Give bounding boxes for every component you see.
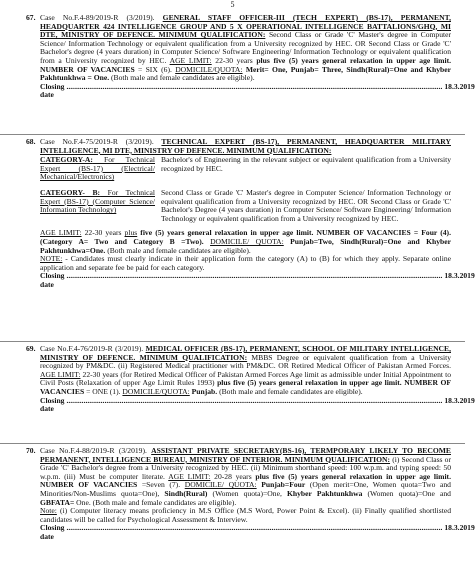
text-run: Second Class or Grade 'C' Master's degree in Computer Science/ Information Technology or equivalent qualification from a University recognized by HEC. OR Second Class or Grade 'C' Bachelor's degree (4 years duration) in Computer Science/ Software Engineering/ Information Technology or equivalent qualification from a University recognized by HEC. bbox=[40, 30, 452, 65]
closing-date-row bbox=[40, 523, 475, 541]
text-run: MBBS Degree or equivalent qualification from a University recognized by PM&DC. (ii) Registered Medical practitioner with PM&DC. OR Retired Medical Officer of Pakistan Armed Forces. bbox=[40, 352, 451, 371]
text-run: plus bbox=[124, 228, 138, 238]
text-run: Case No.F.4-89/2019-R (3/2019). bbox=[40, 13, 163, 22]
text-run: Punjab=Four bbox=[261, 480, 306, 490]
category-b bbox=[40, 189, 451, 223]
text-run: 22-30 years (for Retired Medical Officer of Pakistan Armed Forces Age limit as admissible under Initial Appointment to Civil Posts (Relaxation of upper Age Limit Rules 1993) bbox=[40, 369, 451, 388]
text-run: 22-30 years bbox=[211, 55, 257, 65]
text-run: Merit= One, Punjab= Three, Sindh(Rural)=One and Khyber Pakhtunkhwa = One. bbox=[40, 64, 451, 83]
text-run: Khyber Pakhtunkhwa bbox=[286, 488, 363, 498]
case-70 bbox=[26, 446, 475, 542]
text-run: Case No.F.4-76/2019-R (3/2019). bbox=[40, 344, 146, 353]
closing-date-label: Closing date bbox=[40, 81, 65, 100]
case-text bbox=[40, 345, 451, 397]
dot-leader: ...................................................................................................................................................................................................... bbox=[66, 395, 443, 405]
closing-date-row bbox=[40, 81, 475, 100]
category-name: CATEGORY-A: bbox=[40, 155, 93, 165]
category-qualification: Second Class or Grade 'C' Master's degree in Computer Science/ Information Technology or equivalent qualification from a University recognized by HEC. OR Second Class or Grade 'C' Bachelor's Degree (4 years duration) in Computer Science/ Software Engineering/ Information Technology or equivalent qualification from a University recognized by HEC. bbox=[161, 187, 451, 223]
case-number: 68. bbox=[26, 137, 36, 146]
text-run: (Women quota)=One, bbox=[207, 488, 287, 498]
text-run: (i) Second Class or Grade 'C' Bachelor's degree from a University recognized by HEC. (ii) Minimum shorthand speed: 100 w.p.m. and typing speed: 50 w.p.m. (iii) Must be computer literate. bbox=[40, 454, 451, 481]
dot-leader: ...................................................................................................................................................................................................... bbox=[66, 81, 443, 91]
closing-date-value: 18.3.2019 bbox=[444, 271, 475, 281]
text-run: MEDICAL OFFICER (BS-17), PERMANENT, SCHOOL OF MILITARY INTELLIGENCE, MINISTRY OF DEFENCE. MINIMUM QUALIFICATION: bbox=[40, 344, 451, 362]
text-run: 20-28 years bbox=[210, 471, 256, 481]
text-run: DOMICILE/ QUOTA: bbox=[184, 480, 257, 490]
text-run: AGE LIMIT: bbox=[40, 228, 82, 238]
text-run: GENERAL STAFF OFFICER-III (TECH EXPERT) (BS-17), PERMANENT, HEADQUARTER 424 INTELLIGENCE GROUP AND 5 X OPERATIONAL INTELLIGENCE BATTALIONS/GHQ, MI DTE, MINISTRY OF DEFENCE. MINIMUM QUALIFICATION: bbox=[40, 13, 451, 40]
page-number: 5 bbox=[230, 0, 235, 9]
closing-date-value: 18.3.2019 bbox=[444, 395, 475, 405]
note-text bbox=[40, 507, 451, 524]
text-run: DOMICILE/QUOTA: bbox=[175, 64, 243, 74]
text-run: Punjab. bbox=[191, 386, 218, 396]
text-run: (Open merit=One, Women quota=Two and Minorities/Non-Muslims quota=One), bbox=[40, 480, 451, 498]
closing-date-row bbox=[40, 395, 475, 414]
category-desc: For Technical Expert (BS-17) (Electrical/ Mechanical/Electronics) bbox=[40, 155, 155, 182]
text-run: TECHNICAL EXPERT (BS-17), PERMANENT, HEADQUARTER MILITARY INTELLIGENCE, MI DTE, MINISTRY OF DEFENCE. MINIMUM QUALIFICATION: bbox=[40, 137, 451, 155]
text-run: plus five (5) years general relaxation in upper age limit. NUMBER OF VACANCIES bbox=[40, 55, 451, 74]
case-67 bbox=[26, 13, 475, 100]
age-limit-text bbox=[40, 229, 451, 255]
text-run: AGE LIMIT: bbox=[169, 55, 212, 65]
text-run: AGE LIMIT: bbox=[40, 369, 81, 379]
closing-date-row bbox=[40, 271, 475, 289]
text-run: NOTE: bbox=[40, 254, 63, 264]
text-run: five (5) years general relaxation in upper age limit. NUMBER OF VACANCIES = Four (4). (Category A= Two and Category B =Two). bbox=[40, 228, 451, 246]
closing-date-value: 18.3.2019 bbox=[444, 81, 475, 91]
text-run: (Both male and female candidates are eligible). bbox=[217, 386, 363, 396]
text-run: (Women quota)=One and bbox=[362, 488, 451, 498]
text-run: plus five (5) years general relaxation in upper age limit. NUMBER OF VACANCIES bbox=[40, 378, 452, 396]
text-run: Note: bbox=[40, 506, 57, 516]
text-run: Case No.F.4-75/2019-R (3/2019). bbox=[40, 137, 162, 146]
divider bbox=[0, 443, 465, 444]
category-a bbox=[40, 156, 451, 182]
case-text bbox=[40, 447, 451, 507]
closing-date-label: Closing date bbox=[40, 395, 65, 414]
text-run: = ONE (1). bbox=[84, 386, 123, 396]
text-run: AGE LIMIT: bbox=[168, 471, 211, 481]
closing-date-value: 18.3.2019 bbox=[444, 523, 475, 533]
text-run: Case No.F.4-88/2019-R (3/2019). bbox=[40, 446, 152, 455]
case-number: 67. bbox=[26, 13, 36, 22]
category-name: CATEGORY- B: bbox=[40, 187, 101, 197]
text-run: (i) Computer literacy means proficiency in M.S Office (M.S Word, Power Point & Excel). (ii) Finally qualified shortlisted candidates will be called for Psychological Assessment & Interview. bbox=[40, 506, 451, 524]
text-run: =Seven (7). bbox=[137, 480, 185, 490]
case-text bbox=[40, 14, 451, 83]
text-run: (Both male and female candidates are eligible). bbox=[105, 245, 251, 255]
text-run: GBFATA= bbox=[40, 497, 75, 507]
case-68 bbox=[26, 137, 475, 290]
category-qualification: Bachelor's of Engineering in the relevant subject or equivalent qualification from a University recognized by HEC. bbox=[161, 155, 451, 173]
text-run: DOMICILE/ QUOTA: bbox=[210, 236, 284, 246]
text-run: DOMICILE/QUOTA: bbox=[122, 386, 190, 396]
dot-leader: ...................................................................................................................................................................................................... bbox=[66, 271, 443, 281]
case-number: 69. bbox=[26, 344, 36, 353]
dot-leader: ...................................................................................................................................................................................................... bbox=[66, 523, 443, 533]
text-run: Punjab=Two, Sindh(Rural)=One and Khyber Pakhtunkhwa=One. bbox=[40, 236, 451, 255]
text-run: plus five (5) years general relaxation in upper age limit. NUMBER OF VACANCIES bbox=[40, 471, 451, 490]
divider bbox=[0, 134, 465, 135]
text-run: (Both male and female candidates are eligible). bbox=[109, 73, 255, 83]
text-run: 22-30 years bbox=[81, 228, 125, 238]
closing-date-label: Closing date bbox=[40, 523, 65, 541]
case-69 bbox=[26, 344, 475, 414]
case-number: 70. bbox=[26, 446, 36, 455]
text-run: - Candidates must clearly indicate in their application form the category (A) to (B) for which they apply. Separate online application and separate fee be paid for each category. bbox=[40, 254, 451, 272]
text-run: One. (Both male and female candidates are eligible). bbox=[74, 497, 237, 507]
note-text bbox=[40, 255, 451, 272]
closing-date-label: Closing date bbox=[40, 271, 65, 289]
case-text bbox=[40, 138, 451, 155]
category-desc: For Technical Expert (BS-17) (Computer Science/ Information Technology) bbox=[40, 187, 155, 215]
text-run: ASSISTANT PRIVATE SECRETARY(BS-16), TERMPORARY LIKELY TO BECOME PERMANENT, INTELLIGENCE BUREAU, MINISTRY OF INTERIOR. MINIMUM QUALIFICATION: bbox=[40, 446, 451, 464]
text-run: = SIX (6). bbox=[134, 64, 176, 74]
text-run: Sindh(Rural) bbox=[164, 488, 208, 498]
divider bbox=[0, 341, 465, 342]
